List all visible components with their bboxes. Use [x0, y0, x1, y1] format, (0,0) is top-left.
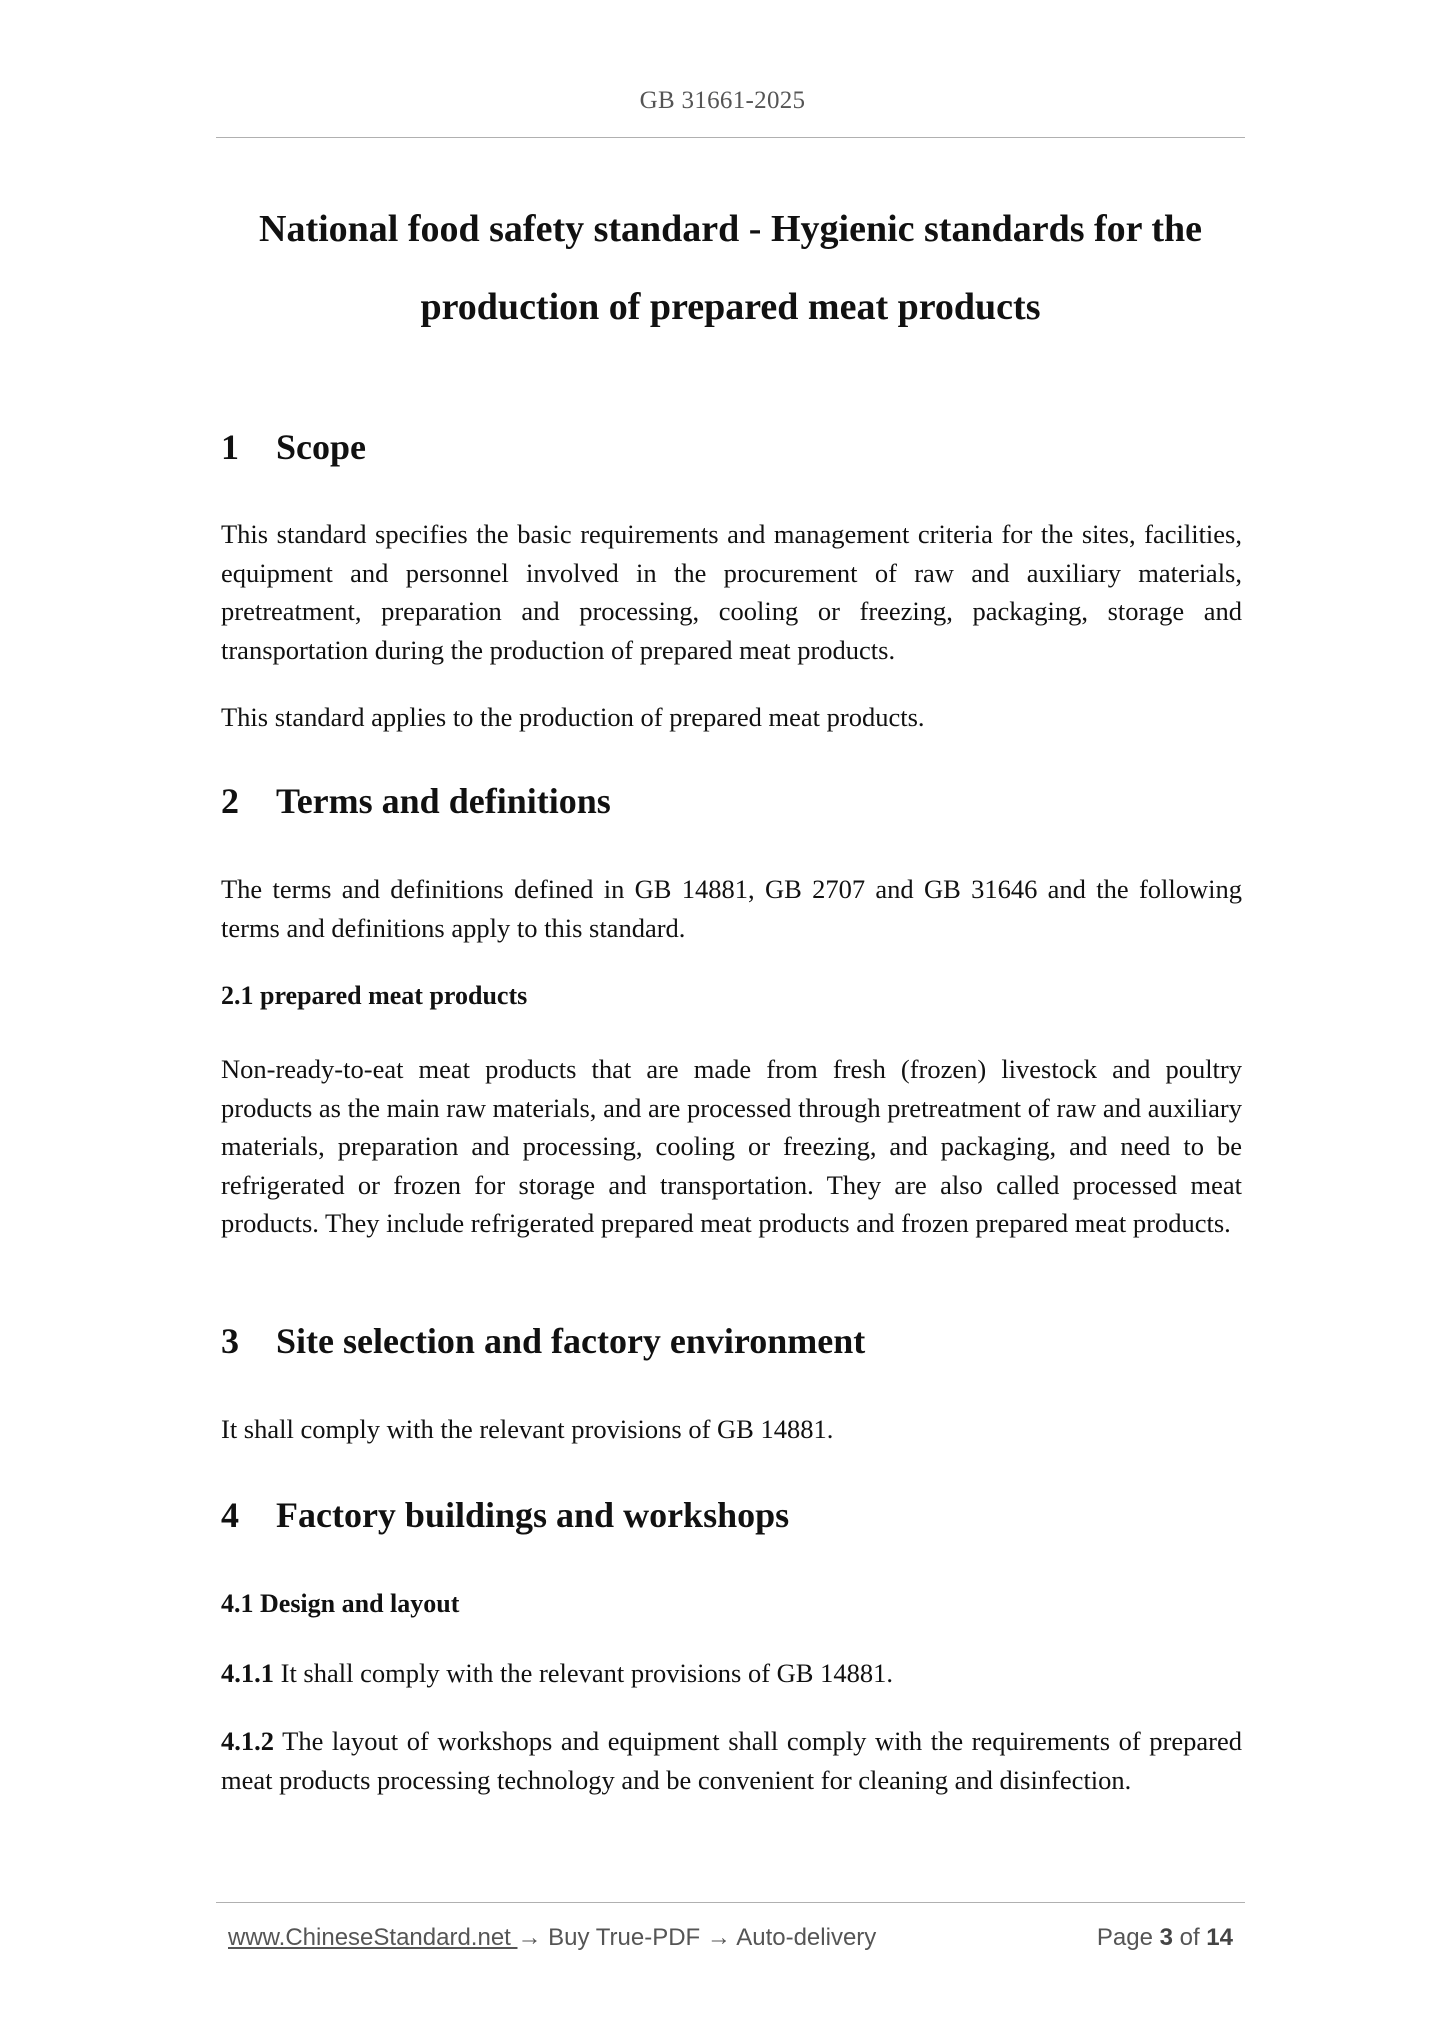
arrow-right-icon: →: [706, 1924, 731, 1951]
section-2-heading: [221, 780, 611, 822]
page-indicator: [1097, 1924, 1233, 1952]
auto-delivery-text: Auto-delivery: [730, 1924, 877, 1951]
page-footer: [0, 1924, 1445, 1960]
section-3-heading: [221, 1320, 865, 1362]
document-title-line-2: production of prepared meat products: [420, 286, 1041, 328]
section-3-paragraph-1: It shall comply with the relevant provisions of GB 14881.: [221, 1414, 834, 1444]
current-page-number: 3: [1159, 1924, 1173, 1951]
total-pages-number: 14: [1206, 1924, 1233, 1951]
section-1-number: 1: [221, 427, 239, 467]
section-2-number: 2: [221, 781, 239, 821]
subsection-4-1-heading: 4.1 Design and layout: [221, 1589, 460, 1618]
document-title: [216, 190, 1245, 346]
clause-4-1-1-text: It shall comply with the relevant provisions of GB 14881.: [274, 1658, 893, 1688]
document-title-line-1: National food safety standard - Hygienic standards for the: [259, 208, 1202, 250]
section-4-title: Factory buildings and workshops: [276, 1495, 790, 1535]
section-3-title: Site selection and factory environment: [276, 1321, 866, 1361]
subsection-2-1-heading: 2.1 prepared meat products: [221, 981, 528, 1010]
clause-4-1-1-number: 4.1.1: [221, 1658, 274, 1688]
clause-4-1-1: [221, 1654, 1242, 1693]
section-4-heading: [221, 1494, 789, 1536]
footer-promo: [228, 1924, 876, 1952]
section-4-number: 4: [221, 1495, 239, 1535]
clause-4-1-2: [221, 1722, 1242, 1799]
arrow-right-icon: →: [517, 1924, 542, 1951]
section-1-paragraph-1: This standard specifies the basic requirements and management criteria for the sites, facilities, equipment and personnel involved in the procurement of raw and auxiliary materials, pretreatment, preparation and processing, cooling or freezing, packaging, storage and transportation during the production of prepared meat products.: [221, 519, 1242, 665]
clause-4-1-2-text: The layout of workshops and equipment shall comply with the requirements of prepared meat products processing technology and be convenient for cleaning and disinfection.: [221, 1726, 1242, 1795]
section-1-heading: [221, 426, 366, 468]
of-label: of: [1172, 1924, 1207, 1951]
section-1-title: Scope: [276, 427, 366, 467]
clause-4-1-2-number: 4.1.2: [221, 1726, 274, 1756]
page-label: Page: [1096, 1924, 1160, 1951]
section-2-paragraph-1: The terms and definitions defined in GB 14881, GB 2707 and GB 31646 and the following terms and definitions apply to this standard.: [221, 874, 1242, 943]
section-1-paragraph-2: This standard applies to the production of prepared meat products.: [221, 702, 925, 732]
document-code-header: GB 31661-2025: [639, 87, 806, 114]
subsection-2-1-paragraph: Non-ready-to-eat meat products that are made from fresh (frozen) livestock and poultry products as the main raw materials, and are processed through pretreatment of raw and auxiliary materials, preparation and processing, cooling or freezing, and packaging, and need to be refrigerated or frozen for storage and transportation. They are also called processed meat products. They include refrigerated prepared meat products and frozen prepared meat products.: [221, 1054, 1242, 1238]
site-link[interactable]: www.ChineseStandard.net: [228, 1924, 518, 1951]
header-divider: [216, 137, 1245, 138]
section-3-number: 3: [221, 1321, 239, 1361]
section-2-title: Terms and definitions: [276, 781, 611, 821]
buy-true-pdf-text: Buy True-PDF: [541, 1924, 707, 1951]
footer-divider: [216, 1902, 1245, 1903]
